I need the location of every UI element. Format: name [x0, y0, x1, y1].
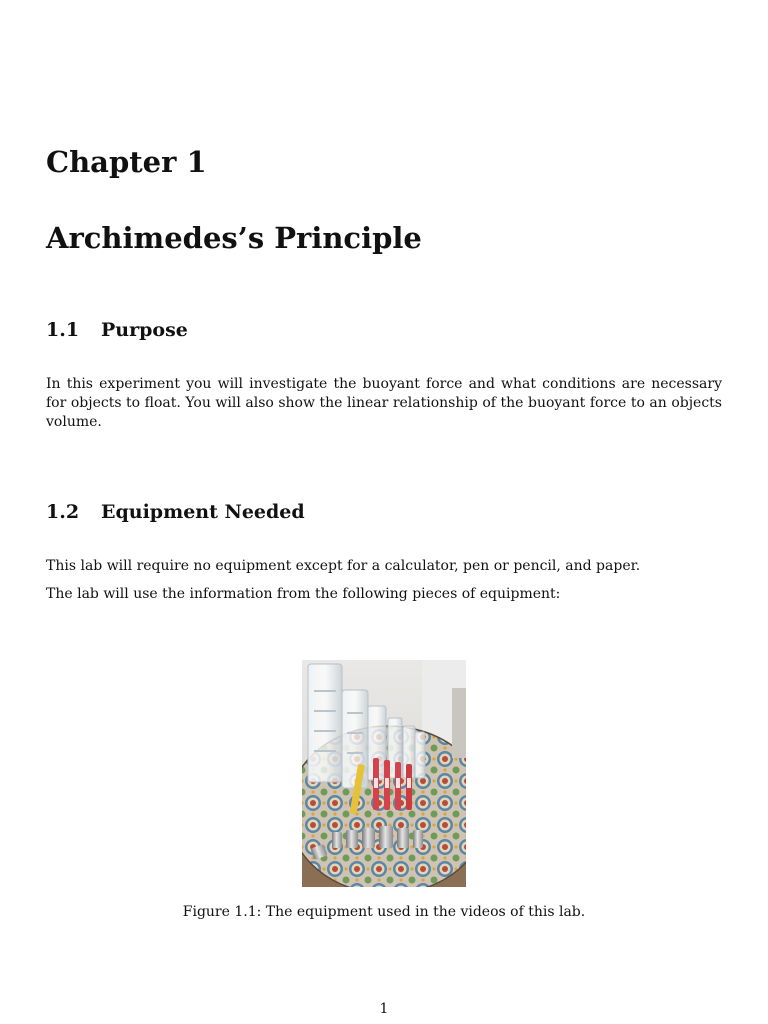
section-heading-purpose: [46, 317, 188, 343]
chapter-label: Chapter 1: [46, 145, 207, 179]
chapter-title: Archimedes’s Principle: [46, 221, 422, 255]
section-number: 1.2: [46, 501, 80, 523]
section-title: Purpose: [101, 319, 188, 341]
equipment-paragraph: The lab will use the information from the following pieces of equipment:: [46, 586, 561, 602]
purpose-paragraph: In this experiment you will investigate the buoyant force and what conditions are necessary for objects to float. You will also show the linear relationship of the buoyant force to an objects volume.: [46, 376, 722, 430]
equipment-photo: [302, 660, 466, 887]
section-number: 1.1: [46, 319, 80, 341]
figure-caption: Figure 1.1: The equipment used in the videos of this lab.: [182, 904, 586, 920]
page-number: 1: [379, 1001, 389, 1017]
section-heading-equipment: [46, 499, 305, 525]
section-title: Equipment Needed: [101, 501, 305, 523]
equipment-paragraph: This lab will require no equipment except for a calculator, pen or pencil, and paper.: [46, 558, 641, 574]
